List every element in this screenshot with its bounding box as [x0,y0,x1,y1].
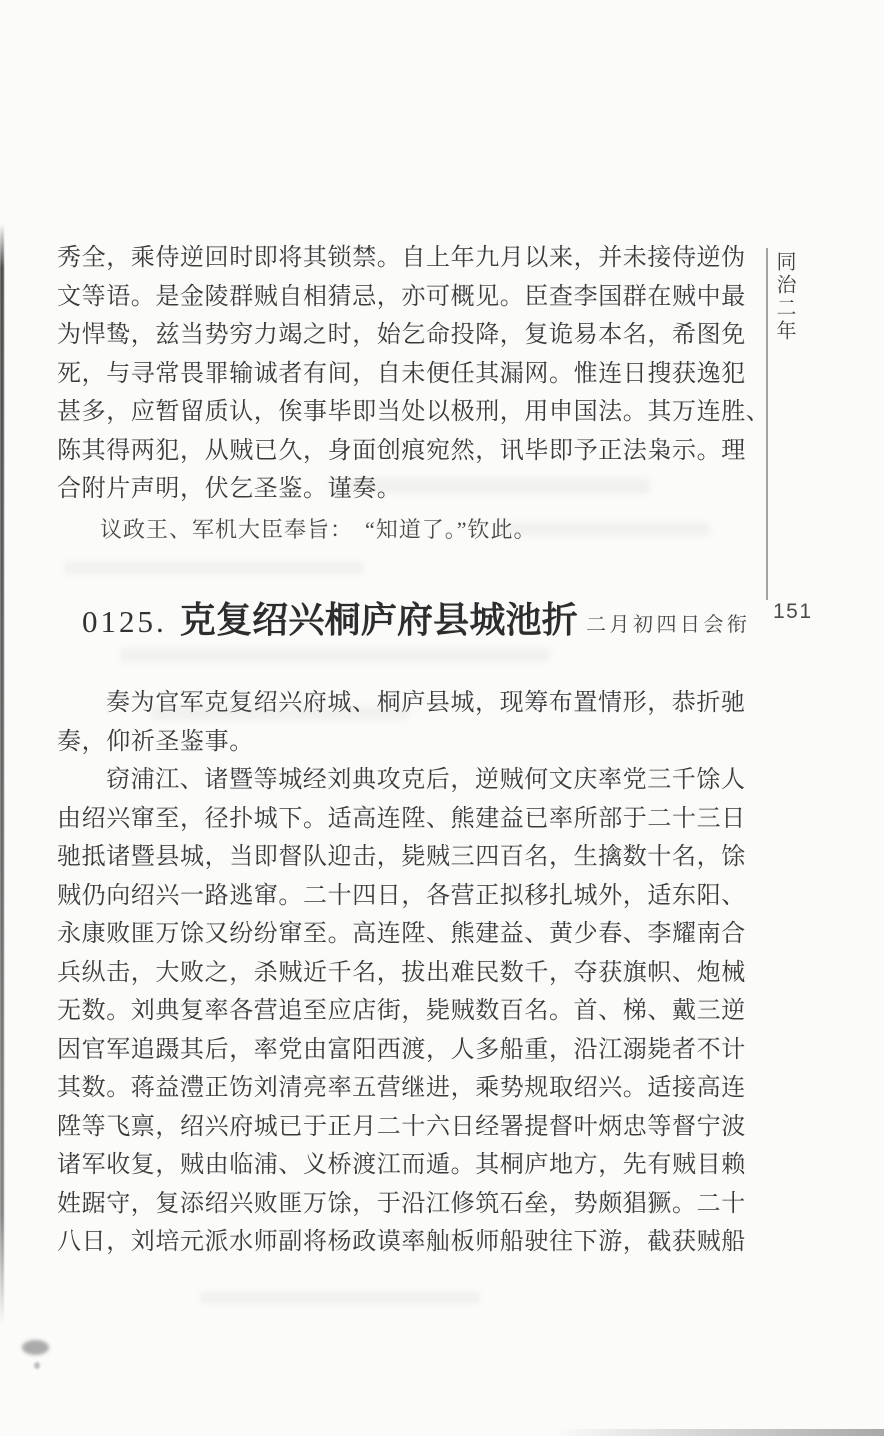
section-number: 0125. [82,604,167,639]
text-line: 奏，仰祈圣鉴事。 [57,728,254,755]
text-line: 贼仍向绍兴一路逃窜。二十四日，各营正拟移扎城外，适东阳、 [57,882,746,909]
text-line: 其数。蒋益澧正饬刘清亮率五营继进，乘势规取绍兴。适接高连 [57,1075,746,1101]
text-line: 窃浦江、诸暨等城经刘典攻克后，逆贼何文庆率党三千馀人 [106,767,746,793]
section-heading [82,592,750,643]
ink-smudge-dot [34,1362,40,1369]
text-line: 陈其得两犯，从贼已久，身面创痕宛然，讯毕即予正法枭示。理 [57,437,746,464]
text-line: 陞等飞禀，绍兴府城已于正月二十六日经署提督叶炳忠等督宁波 [57,1113,746,1140]
bleedthrough-artifact [120,648,550,662]
ink-smudge [22,1340,49,1355]
text-line: 因官军追蹑其后，率党由富阳西渡，人多船重，沿江溺毙者不计 [57,1036,746,1063]
page-number: 151 [773,600,813,623]
text-line: 秀全，乘侍逆回时即将其锁禁。自上年九月以来，并未接侍逆伪 [57,245,746,271]
bleedthrough-artifact [64,562,364,574]
section-title: 克复绍兴桐庐府县城池折 [179,599,578,640]
text-line: 诸军收复，贼由临浦、义桥渡江而遁。其桐庐地方，先有贼目赖 [57,1152,746,1178]
text-line: 姓踞守，复添绍兴败匪万馀，于沿江修筑石垒，势颇猖獗。二十 [57,1190,746,1217]
text-line: 永康败匪万馀又纷纷窜至。高连陞、熊建益、黄少春、李耀南合 [57,921,746,947]
text-line: 合附片声明，伏乞圣鉴。谨奏。 [57,476,402,502]
margin-era-label: 同治二年 [773,251,795,343]
text-line: 奏为官军克复绍兴府城、桐庐县城，现筹布置情形，恭折驰 [106,690,746,716]
text-line: 驰抵诸暨县城，当即督队迎击，毙贼三四百名，生擒数十名，馀 [57,844,746,870]
page-edge-shadow [0,224,4,1324]
memorial-continuation-block [57,239,773,549]
text-line: 兵纵击，大败之，杀贼近千名，拔出难民数千，夺获旗帜、炮械 [57,959,746,986]
imperial-rescript-line: 议政王、军机大臣奉旨： “知道了。”钦此。 [100,516,537,542]
text-line: 文等语。是金陵群贼自相猜忌，亦可概见。臣查李国群在贼中最 [57,283,746,310]
text-line: 八日，刘培元派水师副将杨政谟率舢板师船驶往下游，截获贼船 [57,1229,746,1255]
scan-bottom-shadow [553,1429,884,1436]
text-line: 甚多，应暂留质认，俟事毕即当处以极刑，用申国法。其万连胜、 [57,399,771,425]
bleedthrough-artifact [200,1292,480,1304]
text-line: 由绍兴窜至，径扑城下。适高连陞、熊建益已率所部于二十三日 [57,805,746,832]
memorial-body-block [57,684,773,1262]
text-line: 死，与寻常畏罪输诚者有间，自未便任其漏网。惟连日搜获逸犯 [57,360,746,387]
text-line: 无数。刘典复率各营追至应店街，毙贼数百名。首、梯、戴三逆 [57,998,746,1024]
text-line: 为悍鸷，兹当势穷力竭之时，始乞命投降，复诡易本名，希图免 [57,322,746,348]
section-date-note: 二月初四日会衔 [585,614,751,636]
